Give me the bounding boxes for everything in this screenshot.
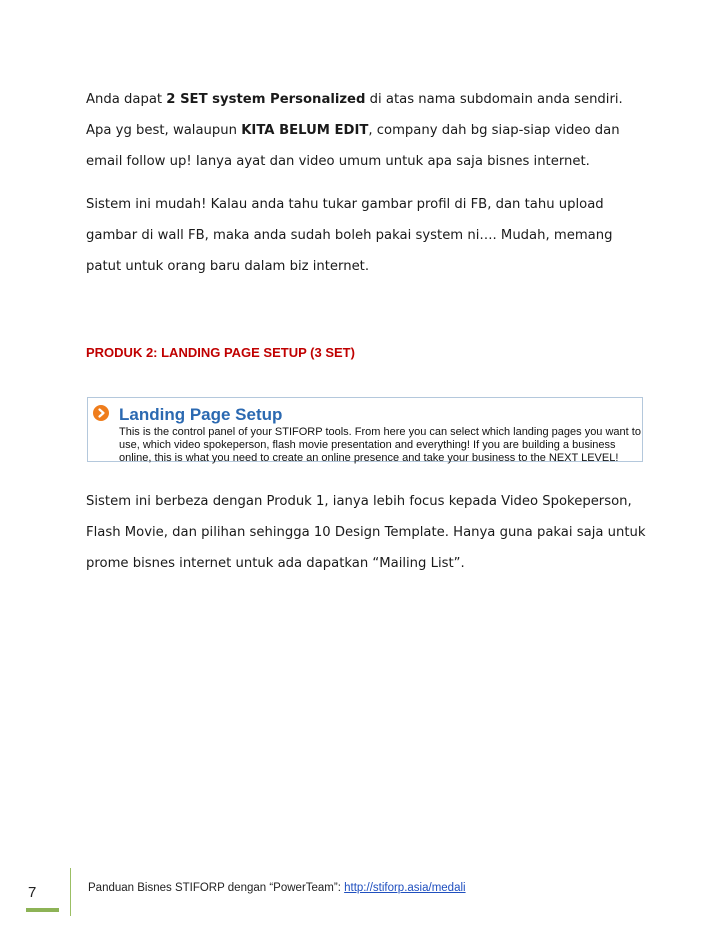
- system-easy-paragraph: Sistem ini mudah! Kalau anda tahu tukar gambar profil di FB, dan tahu upload gambar di wall FB, maka anda sudah boleh pakai system ni…. Mudah, memang patut untuk orang baru dalam biz internet.: [86, 197, 613, 274]
- intro-text-1: Anda dapat: [86, 92, 167, 107]
- orange-play-icon: [93, 405, 109, 421]
- intro-bold-2: KITA BELUM EDIT: [241, 123, 369, 138]
- footer-divider: [70, 868, 71, 916]
- footer-link[interactable]: http://stiforp.asia/medali: [344, 882, 466, 894]
- footer-text: [88, 882, 466, 894]
- footer-accent-bar: [26, 908, 59, 912]
- page-number: 7: [28, 884, 37, 901]
- footer-title: Panduan Bisnes STIFORP dengan “PowerTeam”:: [88, 882, 345, 894]
- intro-bold-1: 2 SET system Personalized: [166, 92, 366, 107]
- product-2-heading: PRODUK 2: LANDING PAGE SETUP (3 SET): [86, 345, 355, 360]
- product-2-description: Sistem ini berbeza dengan Produk 1, ianya lebih focus kepada Video Spokeperson, Flash Movie, dan pilihan sehingga 10 Design Template. Hanya guna pakai saja untuk prome bisnes internet untuk ada dapatkan “Mailing List”.: [86, 494, 646, 571]
- intro-paragraph: [86, 84, 646, 177]
- landing-page-setup-title: Landing Page Setup: [119, 405, 283, 424]
- intro-text-3: , company dah bg siap-siap video dan email follow up! Ianya ayat dan video umum untuk apa saja bisnes internet.: [86, 123, 620, 169]
- intro-text-2: di atas nama subdomain anda sendiri. Apa yg best, walaupun: [86, 92, 623, 138]
- landing-page-setup-description: This is the control panel of your STIFORP tools. From here you can select which landing pages you want to use, which video spokeperson, flash movie presentation and everything! If you are building a business online, this is what you need to create an online presence and take your business to the NEXT LEVEL!: [119, 426, 641, 464]
- landing-page-setup-screenshot: [87, 397, 643, 462]
